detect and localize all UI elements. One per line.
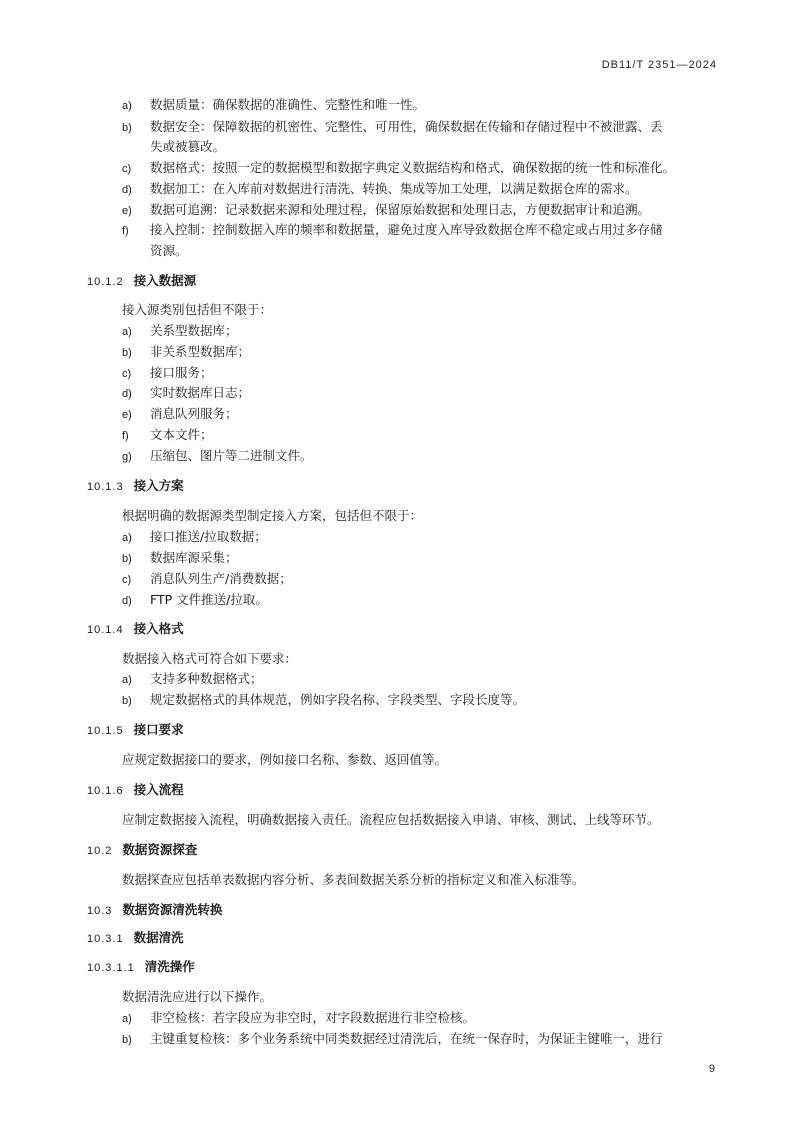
section-heading xyxy=(87,959,195,976)
section-title: 数据资源探查 xyxy=(122,842,198,857)
list-marker: c) xyxy=(122,368,132,380)
list-marker: f) xyxy=(122,225,129,237)
list-marker: d) xyxy=(122,595,132,607)
list-item xyxy=(122,571,292,588)
list-marker: a) xyxy=(122,326,132,338)
section-title: 数据清洗 xyxy=(133,930,184,945)
list-item xyxy=(122,529,267,546)
section-title: 接入流程 xyxy=(133,782,184,797)
list-item xyxy=(122,671,263,688)
list-text: 支持多种数据格式； xyxy=(150,671,263,686)
section-heading xyxy=(87,722,184,739)
list-text: 接口服务； xyxy=(150,365,213,380)
paragraph: 数据探查应包括单表数据内容分析、多表间数据关系分析的指标定义和准入标准等。 xyxy=(122,872,585,887)
section-number: 10.1.4 xyxy=(87,624,124,636)
page-number: 9 xyxy=(708,1063,715,1075)
list-marker: c) xyxy=(122,163,132,175)
section-number: 10.1.5 xyxy=(87,725,124,737)
list-marker: a) xyxy=(122,674,132,686)
section-title: 接入格式 xyxy=(133,621,184,636)
list-item xyxy=(122,385,250,402)
list-marker: e) xyxy=(122,205,132,217)
paragraph: 接入源类别包括但不限于： xyxy=(122,302,273,317)
list-marker: e) xyxy=(122,409,132,421)
section-title: 清洗操作 xyxy=(144,959,195,974)
list-marker: a) xyxy=(122,100,132,112)
section-title: 接入数据源 xyxy=(133,273,197,288)
list-item xyxy=(122,1010,475,1027)
paragraph: 数据接入格式可符合如下要求： xyxy=(122,651,298,666)
list-item xyxy=(122,692,525,709)
list-text: 数据格式：按照一定的数据模型和数据字典定义数据结构和格式，确保数据的统一性和标准化。 xyxy=(150,160,676,175)
list-text: 文本文件； xyxy=(150,427,213,442)
section-number: 10.1.6 xyxy=(87,785,124,797)
list-text: 数据质量：确保数据的准确性、完整性和唯一性。 xyxy=(150,97,426,112)
section-title: 接入方案 xyxy=(133,478,184,493)
list-text: 接入控制：控制数据入库的频率和数据量，避免过度入库导致数据仓库不稳定或占用过多存储 xyxy=(150,222,663,237)
section-number: 10.3 xyxy=(87,905,113,917)
list-marker: a) xyxy=(122,1013,132,1025)
list-item xyxy=(122,406,238,423)
paragraph: 应规定数据接口的要求，例如接口名称、参数、返回值等。 xyxy=(122,752,448,767)
list-item xyxy=(122,119,663,136)
list-text: 消息队列生产/消费数据； xyxy=(150,571,292,586)
list-marker: d) xyxy=(122,184,132,196)
list-item xyxy=(122,427,213,444)
list-item xyxy=(122,181,638,198)
list-text: 接口推送/拉取数据； xyxy=(150,529,267,544)
list-text: 数据可追溯：记录数据来源和处理过程，保留原始数据和处理日志，方便数据审计和追溯。 xyxy=(150,202,651,217)
list-marker: b) xyxy=(122,553,132,565)
list-item xyxy=(122,550,238,567)
list-marker: f) xyxy=(122,430,129,442)
list-item xyxy=(122,344,250,361)
list-item xyxy=(122,1031,663,1048)
list-marker: b) xyxy=(122,122,132,134)
list-marker: b) xyxy=(122,695,132,707)
paragraph: 应制定数据接入流程，明确数据接入责任。流程应包括数据接入申请、审核、测试、上线等环节。 xyxy=(122,812,660,827)
list-text: 非空检核：若字段应为非空时，对字段数据进行非空检核。 xyxy=(150,1010,476,1025)
standard-header: DB11/T 2351—2024 xyxy=(601,59,717,71)
list-text: 数据库源采集； xyxy=(150,550,238,565)
section-heading xyxy=(87,902,222,919)
list-text: 消息队列服务； xyxy=(150,406,238,421)
list-item xyxy=(122,160,675,177)
list-text: 关系型数据库； xyxy=(150,323,238,338)
list-item xyxy=(122,97,425,114)
section-number: 10.1.2 xyxy=(87,276,124,288)
section-heading xyxy=(87,621,184,638)
list-marker: b) xyxy=(122,1034,132,1046)
list-item xyxy=(122,222,663,239)
section-title: 接口要求 xyxy=(133,722,184,737)
list-item xyxy=(122,592,268,609)
list-item xyxy=(122,323,238,340)
list-item xyxy=(122,448,313,465)
list-text-continuation: 失或被篡改。 xyxy=(150,139,226,154)
section-heading xyxy=(87,478,184,495)
section-heading xyxy=(87,930,184,947)
list-item xyxy=(122,202,650,219)
list-marker: g) xyxy=(122,451,132,463)
section-heading xyxy=(87,782,184,799)
paragraph: 数据清洗应进行以下操作。 xyxy=(122,989,273,1004)
section-heading xyxy=(87,842,197,859)
list-text: 数据加工：在入库前对数据进行清洗、转换、集成等加工处理，以满足数据仓库的需求。 xyxy=(150,181,638,196)
list-text: 规定数据格式的具体规范，例如字段名称、字段类型、字段长度等。 xyxy=(150,692,526,707)
list-text: 数据安全：保障数据的机密性、完整性、可用性，确保数据在传输和存储过程中不被泄露、丢 xyxy=(150,119,663,134)
section-number: 10.2 xyxy=(87,845,113,857)
list-item xyxy=(122,365,213,382)
list-text: 实时数据库日志； xyxy=(150,385,251,400)
list-marker: b) xyxy=(122,347,132,359)
list-text: 压缩包、图片等二进制文件。 xyxy=(150,448,313,463)
section-number: 10.1.3 xyxy=(87,481,124,493)
list-marker: a) xyxy=(122,532,132,544)
section-number: 10.3.1.1 xyxy=(87,962,135,974)
section-title: 数据资源清洗转换 xyxy=(122,902,223,917)
list-marker: c) xyxy=(122,574,132,586)
list-text: FTP 文件推送/拉取。 xyxy=(150,592,268,607)
section-heading xyxy=(87,273,196,290)
list-text-continuation: 资源。 xyxy=(150,243,188,258)
list-marker: d) xyxy=(122,388,132,400)
list-text: 非关系型数据库； xyxy=(150,344,251,359)
paragraph: 根据明确的数据源类型制定接入方案，包括但不限于： xyxy=(122,508,423,523)
list-text: 主键重复检核：多个业务系统中同类数据经过清洗后，在统一保存时，为保证主键唯一，进行 xyxy=(150,1031,663,1046)
section-number: 10.3.1 xyxy=(87,933,124,945)
